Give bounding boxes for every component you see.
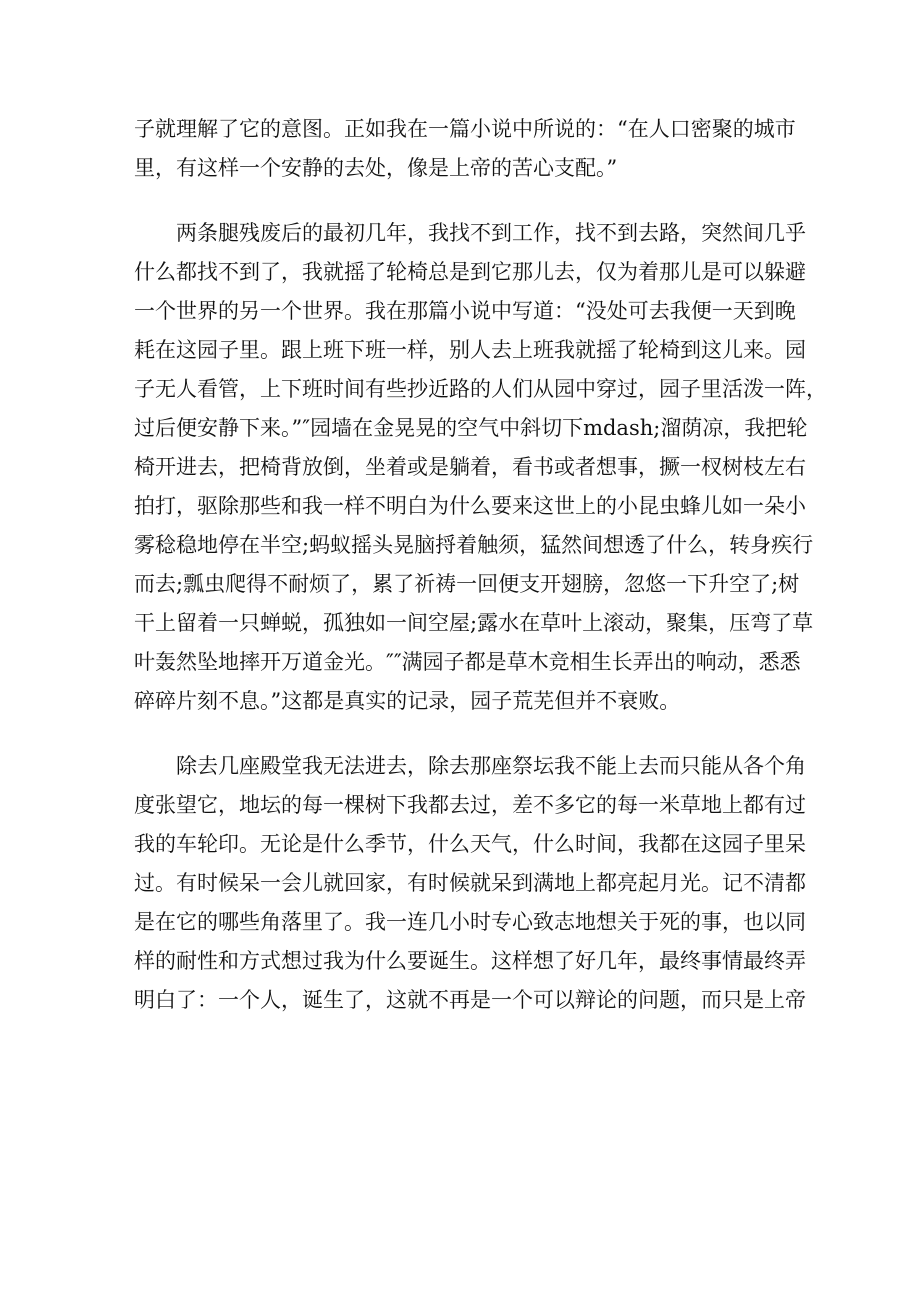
paragraph-spacing (134, 188, 784, 214)
text-line: 而去;瓢虫爬得不耐烦了，累了祈祷一回便支开翅膀，忽悠一下升空了;树 (134, 572, 800, 596)
text-line: 拍打，驱除那些和我一样不明白为什么要来这世上的小昆虫蜂儿如一朵小 (134, 494, 806, 518)
paragraph-spacing (134, 721, 784, 747)
text-line: 过后便安静下来。”″园墙在金晃晃的空气中斜切下mdash;溜荫凉，我把轮 (134, 416, 808, 440)
document-body (134, 110, 827, 1020)
text-line: 是在它的哪些角落里了。我一连几小时专心致志地想关于死的事，也以同 (134, 910, 806, 934)
text-line: 明白了：一个人，诞生了，这就不再是一个可以辩论的问题，而只是上帝 (134, 988, 806, 1012)
text-line: 椅开进去，把椅背放倒，坐着或是躺着，看书或者想事，撅一杈树枝左右 (134, 455, 806, 479)
text-line: 子就理解了它的意图。正如我在一篇小说中所说的：“在人口密聚的城市 (134, 117, 796, 141)
text-line: 样的耐性和方式想过我为什么要诞生。这样想了好几年，最终事情最终弄 (134, 949, 806, 973)
text-line: 除去几座殿堂我无法进去，除去那座祭坛我不能上去而只能从各个角 (176, 754, 806, 778)
text-line: 过。有时候呆一会儿就回家，有时候就呆到满地上都亮起月光。记不清都 (134, 871, 806, 895)
text-line: 叶轰然坠地摔开万道金光。″″满园子都是草木竞相生长弄出的响动，悉悉 (134, 650, 801, 674)
text-line: 度张望它，地坛的每一棵树下我都去过，差不多它的每一米草地上都有过 (134, 793, 806, 817)
text-line: 什么都找不到了，我就摇了轮椅总是到它那儿去，仅为着那儿是可以躲避 (134, 260, 806, 284)
text-line: 里，有这样一个安静的去处，像是上帝的苦心支配。” (134, 156, 618, 180)
text-line: 我的车轮印。无论是什么季节，什么天气，什么时间，我都在这园子里呆 (134, 832, 806, 856)
paragraph-1 (134, 110, 796, 188)
text-line: 干上留着一只蝉蜕，孤独如一间空屋;露水在草叶上滚动，聚集，压弯了草 (134, 611, 814, 635)
text-line: 雾稔稳地停在半空;蚂蚁摇头晃脑捋着触须，猛然间想透了什么，转身疾行 (134, 533, 814, 557)
text-line: 两条腿残废后的最初几年，我找不到工作，找不到去路，突然间几乎 (176, 221, 806, 245)
text-line: 子无人看管，上下班时间有些抄近路的人们从园中穿过，园子里活泼一阵， (134, 377, 827, 401)
text-line: 一个世界的另一个世界。我在那篇小说中写道：“没处可去我便一天到晚 (134, 299, 796, 323)
text-line: 碎碎片刻不息。”这都是真实的记录，园子荒芜但并不衰败。 (134, 689, 681, 713)
paragraph-3 (134, 747, 806, 1020)
text-line: 耗在这园子里。跟上班下班一样，别人去上班我就摇了轮椅到这儿来。园 (134, 338, 806, 362)
paragraph-2 (134, 214, 827, 721)
